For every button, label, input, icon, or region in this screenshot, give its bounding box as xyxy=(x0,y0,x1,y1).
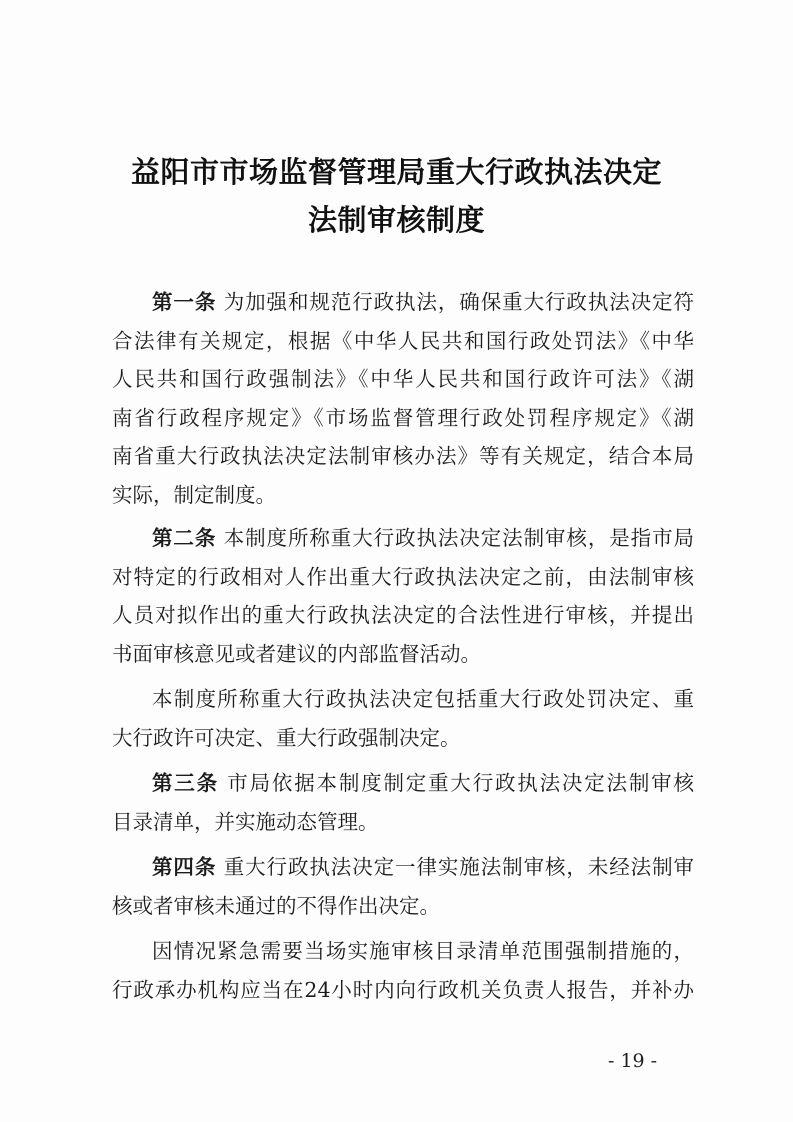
paragraph-line: 本制度所称重大行政执法决定包括重大行政处罚决定、重 xyxy=(152,687,694,711)
paragraph-line xyxy=(152,519,694,558)
page-number: - 19 - xyxy=(608,1050,658,1072)
paragraph-line: 南省重大行政执法决定法制审核办法》等有关规定，结合本局 xyxy=(112,444,694,468)
paragraph-line: 对特定的行政相对人作出重大行政执法决定之前，由法制审核 xyxy=(112,564,694,589)
article-label: 第一条 xyxy=(152,290,217,314)
paragraph-text: 重大行政执法决定一律实施法制审核，未经法制审 xyxy=(223,855,694,879)
paragraph-line: 行政承办机构应当在24小时内向行政机关负责人报告，并补办 xyxy=(112,977,694,1002)
paragraph-line: 因情况紧急需要当场实施审核目录清单范围强制措施的， xyxy=(152,939,694,963)
paragraph-text: 本制度所称重大行政执法决定法制审核，是指市局 xyxy=(223,526,694,550)
article-label: 第三条 xyxy=(152,771,219,795)
article-label: 第四条 xyxy=(152,855,217,879)
paragraph-line xyxy=(152,848,694,887)
paragraph-line: 南省行政程序规定》《市场监督管理行政处罚程序规定》《湖 xyxy=(112,405,694,430)
paragraph-line: 书面审核意见或者建议的内部监督活动。 xyxy=(112,641,481,666)
paragraph-text: 市局依据本制度制定重大行政执法决定法制审核 xyxy=(227,771,694,795)
paragraph-text: 为加强和规范行政执法，确保重大行政执法决定符 xyxy=(223,290,694,314)
paragraph-line: 人员对拟作出的重大行政执法决定的合法性进行审核，并提出 xyxy=(112,603,694,627)
paragraph-line: 实际，制定制度。 xyxy=(112,482,276,507)
paragraph-line xyxy=(152,283,694,322)
article-label: 第二条 xyxy=(152,526,217,550)
paragraph-line: 合法律有关规定，根据《中华人民共和国行政处罚法》《中华 xyxy=(112,328,694,353)
paragraph-line xyxy=(152,764,694,803)
paragraph-line: 人民共和国行政强制法》《中华人民共和国行政许可法》《湖 xyxy=(112,367,694,391)
document-title-line-2: 法制审核制度 xyxy=(307,203,485,237)
paragraph-line: 核或者审核未通过的不得作出决定。 xyxy=(112,893,440,918)
paragraph-line: 大行政许可决定、重大行政强制决定。 xyxy=(112,725,461,750)
document-title-line-1: 益阳市市场监督管理局重大行政执法决定 xyxy=(130,155,662,189)
paragraph-line: 目录清单，并实施动态管理。 xyxy=(112,809,379,834)
